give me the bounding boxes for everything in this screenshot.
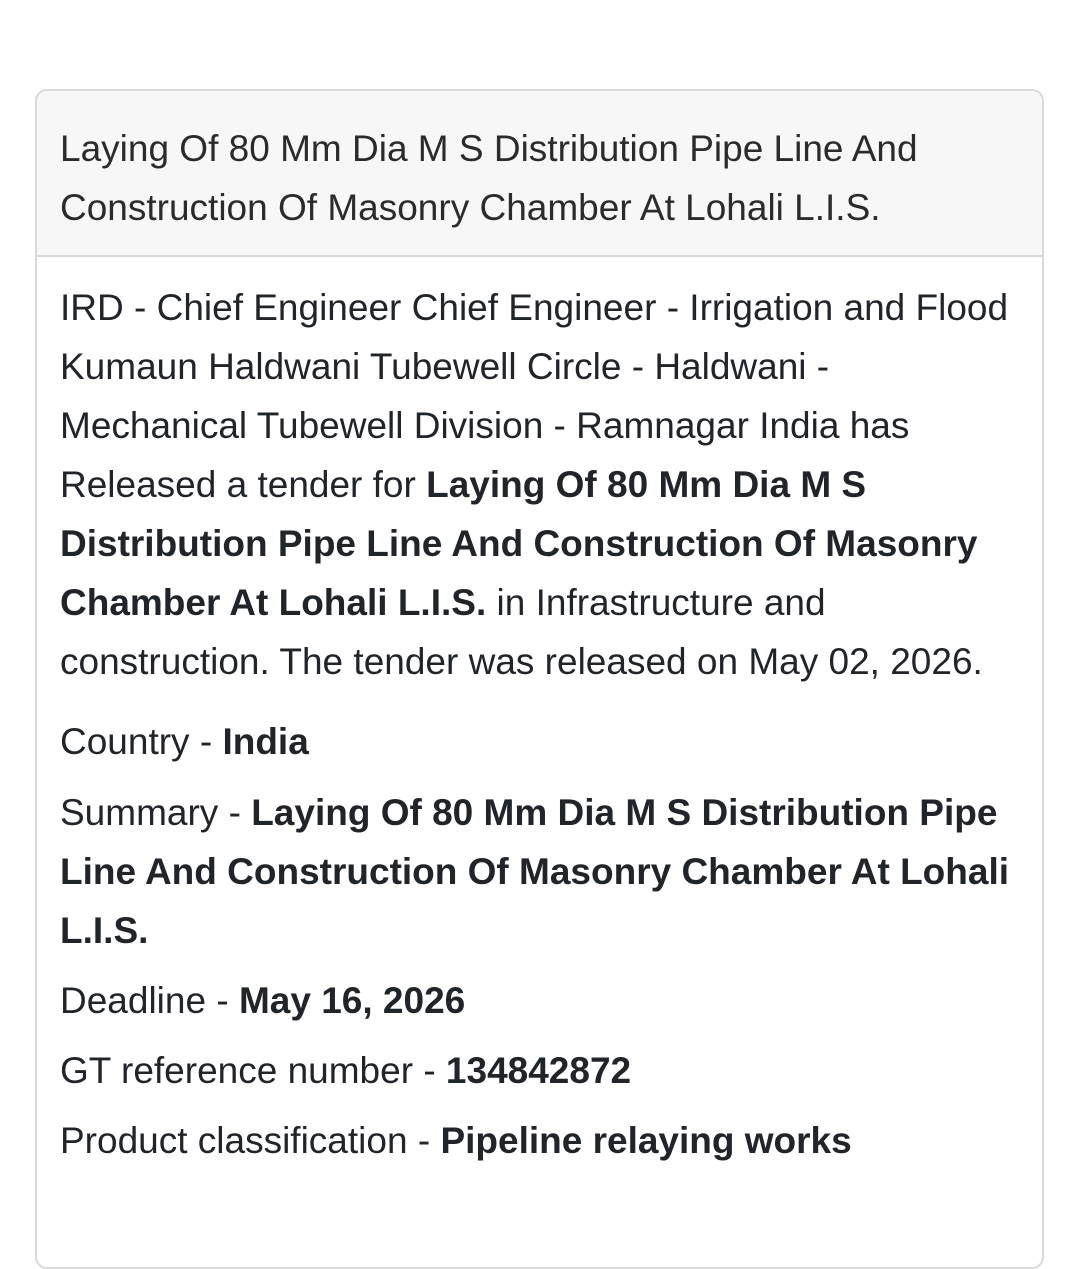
- field-gt-reference: [60, 1041, 1018, 1100]
- tender-description: [60, 278, 1018, 691]
- tender-card: [35, 89, 1044, 1269]
- tender-card-header: [37, 91, 1042, 257]
- field-summary: [60, 783, 1018, 960]
- summary-label: Summary -: [60, 792, 252, 833]
- product-classification-label: Product classification -: [60, 1120, 441, 1161]
- field-product-classification: [60, 1111, 1018, 1170]
- tender-card-body: [37, 257, 1042, 1170]
- product-classification-value: Pipeline relaying works: [440, 1120, 852, 1161]
- field-country: [60, 712, 1018, 771]
- description-tender-title: Laying Of 80 Mm Dia M S Distribution Pipe Line And Construction Of Masonry Chamber At Lohali L.I.S.: [60, 464, 978, 623]
- description-prefix: IRD - Chief Engineer Chief Engineer - Irrigation and Flood Kumaun Haldwani Tubewell Circle - Haldwani - Mechanical Tubewell Division - Ramnagar India has Released a tender for: [60, 287, 1009, 505]
- field-deadline: [60, 971, 1018, 1030]
- summary-value: Laying Of 80 Mm Dia M S Distribution Pipe Line And Construction Of Masonry Chamber At Lohali L.I.S.: [60, 792, 1010, 951]
- deadline-value: May 16, 2026: [238, 980, 466, 1021]
- deadline-label: Deadline -: [60, 980, 239, 1021]
- description-suffix: in Infrastructure and construction. The tender was released on May 02, 2026.: [60, 582, 983, 682]
- country-value: India: [222, 721, 309, 762]
- gt-reference-label: GT reference number -: [60, 1050, 446, 1091]
- gt-reference-value: 134842872: [445, 1050, 632, 1091]
- tender-title: Laying Of 80 Mm Dia M S Distribution Pipe Line And Construction Of Masonry Chamber At Lohali L.I.S.: [60, 128, 918, 228]
- country-label: Country -: [60, 721, 223, 762]
